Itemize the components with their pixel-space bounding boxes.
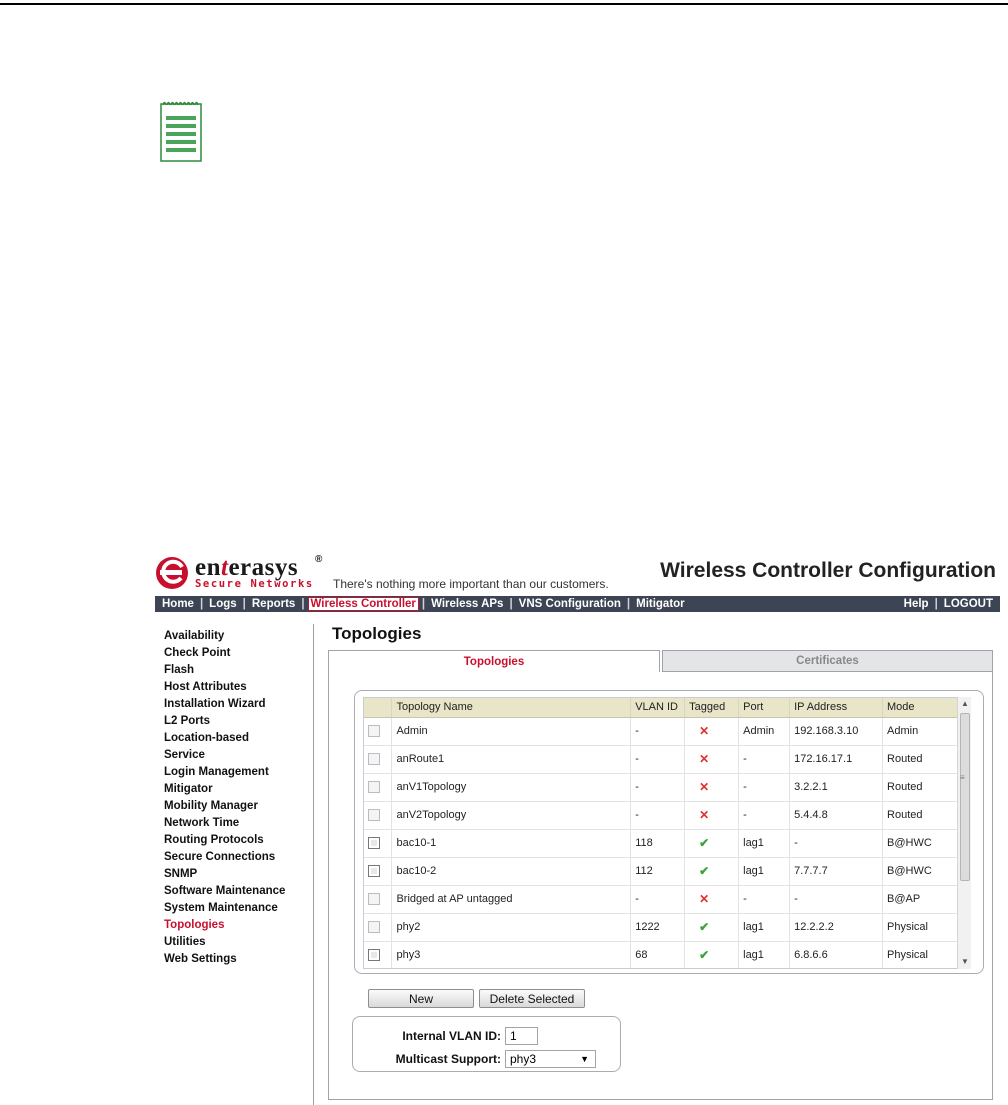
topology-name-cell: anV2Topology [392, 801, 631, 829]
menu-item-mitigator[interactable]: Mitigator [636, 598, 685, 610]
row-checkbox[interactable] [368, 921, 380, 933]
table-body [364, 717, 958, 969]
mode-cell: Physical [883, 941, 958, 969]
tagged-cell [685, 857, 739, 885]
tagged-cell [685, 913, 739, 941]
mode-cell: B@HWC [883, 829, 958, 857]
row-checkbox[interactable] [368, 809, 380, 821]
multicast-support-select[interactable] [505, 1050, 596, 1068]
port-cell: lag1 [739, 829, 790, 857]
sidebar-item-mitigator[interactable]: Mitigator [164, 783, 213, 795]
ip-address-cell: 6.8.6.6 [790, 941, 883, 969]
table-scrollbar[interactable] [957, 697, 971, 969]
vlan-id-cell: - [631, 801, 685, 829]
sidebar-item-web-settings[interactable]: Web Settings [164, 953, 237, 965]
menu-item-home[interactable]: Home [162, 598, 194, 610]
port-cell: lag1 [739, 941, 790, 969]
topology-table [364, 698, 958, 969]
sidebar-item-secure-connections[interactable]: Secure Connections [164, 851, 276, 863]
sidebar-item-l2-ports[interactable]: L2 Ports [164, 715, 211, 727]
page-title: Topologies [332, 624, 422, 643]
checkmark-icon: ✔ [699, 836, 710, 850]
delete-selected-button[interactable]: Delete Selected [479, 989, 585, 1008]
vlan-id-cell: 68 [631, 941, 685, 969]
cross-icon: ✕ [699, 752, 710, 766]
topology-name-cell: bac10-2 [392, 857, 631, 885]
port-cell: - [739, 745, 790, 773]
checkmark-icon: ✔ [699, 948, 710, 962]
cross-icon: ✕ [699, 780, 710, 794]
row-select-cell [364, 857, 392, 885]
row-checkbox[interactable] [368, 893, 380, 905]
row-checkbox[interactable] [368, 865, 380, 877]
row-select-cell [364, 773, 392, 801]
tab-strip [328, 650, 993, 672]
menu-item-reports[interactable]: Reports [251, 598, 296, 610]
logo-wordmark: enterasys [195, 554, 299, 581]
checkmark-icon: ✔ [699, 864, 710, 878]
ip-address-cell: - [790, 885, 883, 913]
ip-address-cell: 7.7.7.7 [790, 857, 883, 885]
scrollbar-grip-icon: ≡ [960, 773, 965, 782]
menu-item-logs[interactable]: Logs [209, 598, 237, 610]
port-cell: lag1 [739, 913, 790, 941]
topology-name-cell: Admin [392, 717, 631, 745]
row-checkbox[interactable] [368, 949, 380, 961]
row-checkbox[interactable] [368, 725, 380, 737]
logo-registered-mark: ® [315, 554, 323, 565]
menu-separator: | [199, 598, 204, 610]
topology-name-cell: Bridged at AP untagged [392, 885, 631, 913]
port-cell: - [739, 773, 790, 801]
table-row[interactable] [364, 857, 958, 885]
menu-left-group [155, 597, 688, 611]
menu-separator: | [421, 598, 426, 610]
sidebar-nav [164, 628, 314, 968]
multicast-support-label: Multicast Support: [395, 1052, 501, 1066]
sidebar-item-routing-protocols[interactable]: Routing Protocols [164, 834, 264, 846]
ip-address-cell: 12.2.2.2 [790, 913, 883, 941]
ip-address-cell: 5.4.4.8 [790, 801, 883, 829]
vlan-id-cell: 112 [631, 857, 685, 885]
row-select-cell [364, 941, 392, 969]
mode-cell: Physical [883, 913, 958, 941]
port-cell: - [739, 885, 790, 913]
vlan-id-cell: 118 [631, 829, 685, 857]
column-header-tagged[interactable]: Tagged [685, 698, 739, 717]
topology-name-cell: phy2 [392, 913, 631, 941]
vlan-id-cell: - [631, 717, 685, 745]
topology-name-cell: anV1Topology [392, 773, 631, 801]
row-select-cell [364, 717, 392, 745]
tagged-cell [685, 941, 739, 969]
column-header-ip-address[interactable]: IP Address [790, 698, 883, 717]
internal-vlan-input[interactable]: 1 [505, 1027, 538, 1045]
menu-separator: | [509, 598, 513, 610]
sidebar-item-utilities[interactable]: Utilities [164, 936, 206, 948]
ip-address-cell: 172.16.17.1 [790, 745, 883, 773]
vlan-id-cell: - [631, 773, 685, 801]
tagged-cell [685, 745, 739, 773]
mode-cell: Routed [883, 801, 958, 829]
menu-item-help[interactable]: Help [903, 598, 929, 610]
menu-item-wireless-aps[interactable]: Wireless APs [431, 598, 504, 610]
mode-cell: B@AP [883, 885, 958, 913]
sidebar-item-topologies[interactable]: Topologies [164, 919, 225, 931]
brand-tagline: There's nothing more important than our customers. [333, 577, 609, 591]
tagged-cell [685, 801, 739, 829]
wireless-controller-screenshot [155, 550, 1000, 1105]
row-checkbox[interactable] [368, 753, 380, 765]
port-cell: - [739, 801, 790, 829]
app-title: Wireless Controller Configuration [660, 559, 996, 582]
menu-separator: | [301, 598, 305, 610]
table-row[interactable] [364, 913, 958, 941]
row-select-cell [364, 913, 392, 941]
menu-separator: | [934, 598, 938, 610]
table-row[interactable] [364, 885, 958, 913]
column-header-port[interactable]: Port [739, 698, 790, 717]
top-menu-bar [155, 596, 1000, 612]
port-cell: Admin [739, 717, 790, 745]
cross-icon: ✕ [699, 808, 710, 822]
port-cell: lag1 [739, 857, 790, 885]
brand-header [155, 550, 1000, 596]
table-row[interactable] [364, 941, 958, 969]
table-row[interactable] [364, 801, 958, 829]
sidebar-item-location-based-service[interactable]: Location-based Service [164, 732, 249, 761]
sidebar-item-system-maintenance[interactable]: System Maintenance [164, 902, 278, 914]
sidebar-item-network-time[interactable]: Network Time [164, 817, 240, 829]
table-row[interactable] [364, 829, 958, 857]
mode-cell: Routed [883, 745, 958, 773]
sidebar-item-check-point[interactable]: Check Point [164, 647, 231, 659]
vlan-id-cell: - [631, 885, 685, 913]
cross-icon: ✕ [699, 724, 710, 738]
multicast-selected-value: phy3 [510, 1052, 537, 1066]
row-select-cell [364, 801, 392, 829]
sidebar-item-flash[interactable]: Flash [164, 664, 195, 676]
column-header-vlan-id[interactable]: VLAN ID [631, 698, 685, 717]
column-header-mode[interactable]: Mode [883, 698, 958, 717]
vlan-id-cell: - [631, 745, 685, 773]
sidebar-item-software-maintenance[interactable]: Software Maintenance [164, 885, 286, 897]
sidebar-item-availability[interactable]: Availability [164, 630, 225, 642]
scroll-down-icon[interactable]: ▼ [961, 957, 969, 966]
topology-name-cell: phy3 [392, 941, 631, 969]
menu-item-logout[interactable]: LOGOUT [943, 598, 993, 610]
mode-cell: Routed [883, 773, 958, 801]
tagged-cell [685, 773, 739, 801]
new-button[interactable]: New [368, 989, 474, 1008]
tab-certificates[interactable]: Certificates [662, 650, 993, 672]
scroll-up-icon[interactable]: ▲ [961, 699, 969, 708]
row-select-cell [364, 829, 392, 857]
menu-item-wireless-controller[interactable]: Wireless Controller [308, 597, 419, 611]
tagged-cell [685, 885, 739, 913]
table-header-row [364, 698, 958, 717]
table-row[interactable] [364, 773, 958, 801]
menu-separator: | [626, 598, 631, 610]
table-row[interactable] [364, 717, 958, 745]
sidebar-item-installation-wizard[interactable]: Installation Wizard [164, 698, 266, 710]
sidebar-item-login-management[interactable]: Login Management [164, 766, 269, 778]
topology-name-cell: bac10-1 [392, 829, 631, 857]
tagged-cell [685, 829, 739, 857]
menu-right-group [901, 598, 1000, 610]
row-checkbox[interactable] [368, 781, 380, 793]
vlan-id-cell: 1222 [631, 913, 685, 941]
checkmark-icon: ✔ [699, 920, 710, 934]
menu-separator: | [242, 598, 246, 610]
table-row[interactable] [364, 745, 958, 773]
scrollbar-thumb[interactable] [960, 713, 970, 881]
topology-name-cell: anRoute1 [392, 745, 631, 773]
column-header-select [364, 698, 392, 717]
row-select-cell [364, 885, 392, 913]
row-checkbox[interactable] [368, 837, 380, 849]
topology-grid [363, 697, 971, 969]
sidebar-divider [313, 624, 314, 1105]
page-top-rule [0, 3, 1008, 5]
sidebar-item-host-attributes[interactable]: Host Attributes [164, 681, 247, 693]
enterasys-logo-icon [155, 556, 189, 590]
tab-topologies[interactable]: Topologies [328, 650, 660, 672]
mode-cell: B@HWC [883, 857, 958, 885]
internal-vlan-label: Internal VLAN ID: [402, 1029, 501, 1043]
ip-address-cell: 192.168.3.10 [790, 717, 883, 745]
column-header-topology-name[interactable]: Topology Name [392, 698, 631, 717]
cross-icon: ✕ [699, 892, 710, 906]
mode-cell: Admin [883, 717, 958, 745]
sidebar-item-snmp[interactable]: SNMP [164, 868, 198, 880]
chevron-down-icon: ▼ [580, 1054, 589, 1064]
note-icon [160, 100, 202, 162]
ip-address-cell: 3.2.2.1 [790, 773, 883, 801]
sidebar-item-mobility-manager[interactable]: Mobility Manager [164, 800, 258, 812]
menu-item-vns-configuration[interactable]: VNS Configuration [518, 598, 621, 610]
tagged-cell [685, 717, 739, 745]
ip-address-cell: - [790, 829, 883, 857]
row-select-cell [364, 745, 392, 773]
logo-subtitle: Secure Networks [195, 578, 314, 590]
